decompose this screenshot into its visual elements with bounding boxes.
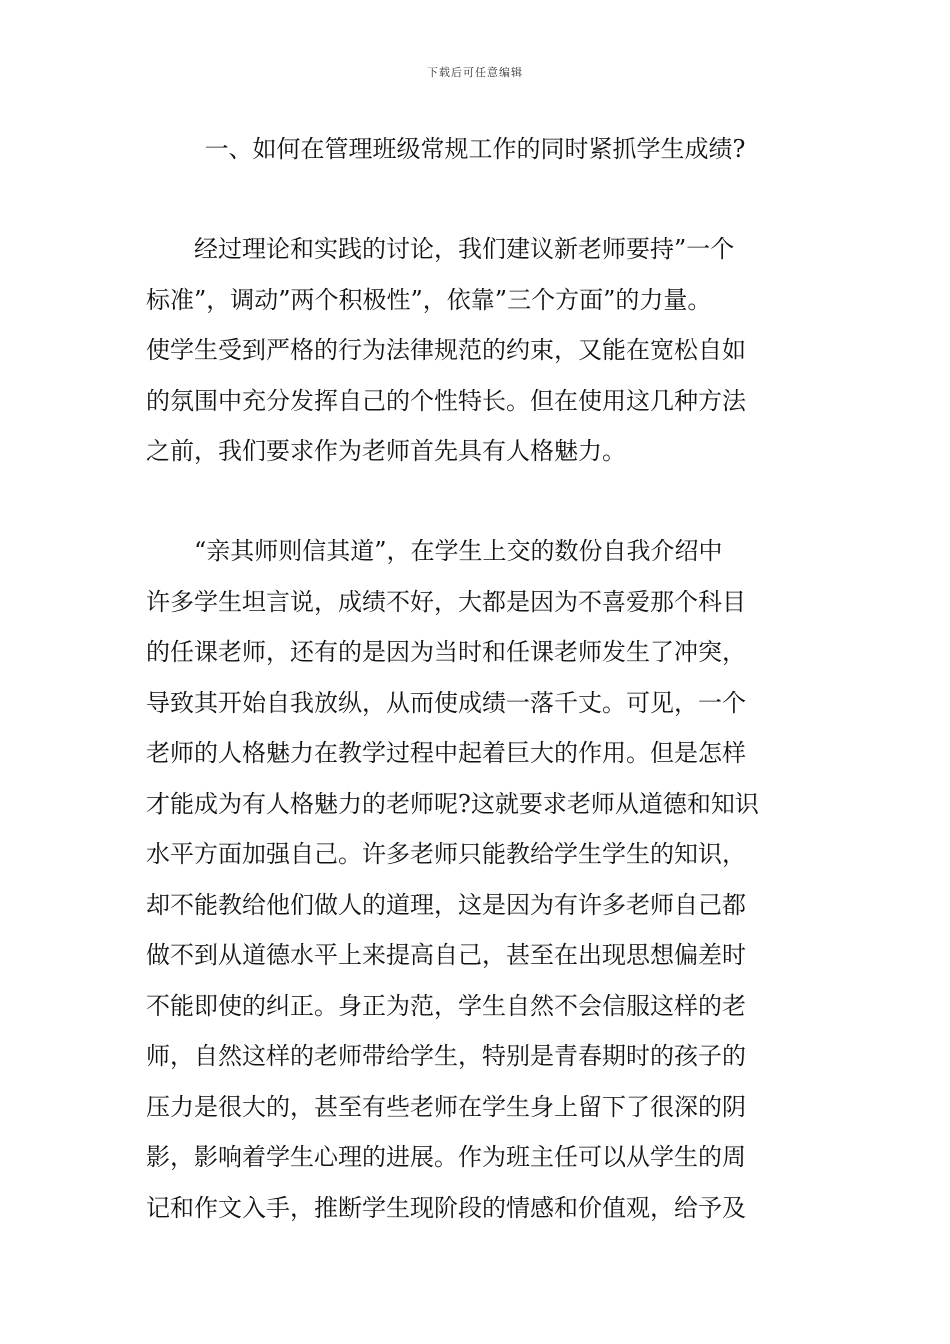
paragraph-line: 老师的人格魅力在教学过程中起着巨大的作用。但是怎样 [146, 739, 746, 767]
header-note: 下载后可任意编辑 [427, 66, 523, 79]
paragraph-line: 水平方面加强自己。许多老师只能教给学生学生的知识， [146, 840, 746, 868]
paragraph-1 [146, 224, 810, 477]
paragraph-line: 压力是很大的，甚至有些老师在学生身上留下了很深的阴 [146, 1092, 746, 1121]
paragraph-line: 使学生受到严格的行为法律规范的约束，又能在宽松自如 [146, 336, 746, 364]
paragraph-line: 导致其开始自我放纵，从而使成绩一落千丈。可见，一个 [146, 688, 746, 717]
paragraph-line: 不能即使的纠正。身正为范，学生自然不会信服这样的老 [146, 991, 746, 1020]
paragraph-line: “亲其师则信其道”，在学生上交的数份自我介绍中 [194, 537, 723, 565]
paragraph-line: 做不到从道德水平上来提高自己，甚至在出现思想偏差时 [146, 941, 746, 969]
paragraph-line: 经过理论和实践的讨论，我们建议新老师要持”一个 [194, 235, 735, 263]
paragraph-line: 却不能教给他们做人的道理，这是因为有许多老师自己都 [146, 890, 746, 919]
section-title: 一、如何在管理班级常规工作的同时紧抓学生成绩? [204, 135, 746, 163]
paragraph-2 [146, 526, 810, 1233]
paragraph-line: 标准”，调动”两个积极性”，依靠”三个方面”的力量。 [146, 285, 712, 314]
paragraph-line: 许多学生坦言说，成绩不好，大都是因为不喜爱那个科目 [146, 587, 746, 616]
paragraph-line: 记和作文入手，推断学生现阶段的情感和价值观，给予及 [146, 1193, 746, 1222]
paragraph-line: 才能成为有人格魅力的老师呢?这就要求老师从道德和知识 [146, 789, 759, 818]
paragraph-line: 之前，我们要求作为老师首先具有人格魅力。 [146, 437, 626, 465]
paragraph-line: 的任课老师，还有的是因为当时和任课老师发生了冲突， [146, 638, 746, 666]
paragraph-line: 影，影响着学生心理的进展。作为班主任可以从学生的周 [146, 1143, 746, 1171]
paragraph-line: 的氛围中充分发挥自己的个性特长。但在使用这几种方法 [146, 386, 746, 415]
paragraph-line: 师，自然这样的老师带给学生，特别是青春期时的孩子的 [146, 1042, 746, 1070]
